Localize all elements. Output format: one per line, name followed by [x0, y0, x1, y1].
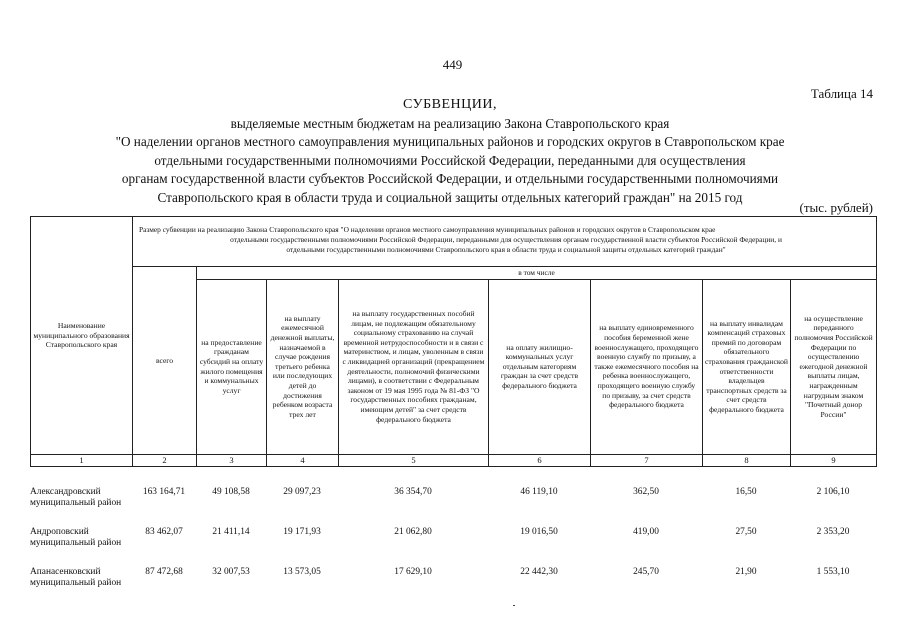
column-header-6: на оплату жилищно-коммунальных услуг отдельным категориям граждан за счет средств федерального бюджета	[489, 279, 591, 454]
cell-value: 1 553,10	[816, 567, 850, 577]
title-line: органам государственной власти субъектов Российской Федерации, и отдельными государственными полномочиями	[121, 171, 779, 186]
document-title	[50, 96, 850, 207]
title-line: отдельными государственными полномочиями Российской Федерации, переданными для осуществления	[154, 152, 746, 168]
cell-value: 2 353,20	[816, 527, 850, 537]
cell-value: 17 629,10	[394, 567, 432, 577]
subsidy-table-header	[30, 216, 877, 467]
district-name: Александровский муниципальный район	[30, 487, 122, 508]
column-number: 6	[489, 454, 591, 466]
cell-value: 2 106,10	[816, 487, 850, 497]
table-row	[30, 527, 876, 567]
cell-value: 13 573,05	[283, 567, 321, 577]
including-header: в том числе	[197, 267, 877, 280]
cell-value: 21 411,14	[212, 527, 250, 537]
subsidy-size-header	[133, 217, 877, 267]
column-header-8: на выплату инвалидам компенсаций страховых премий по договорам обязательного страхования гражданской ответственности владельцев транспортных средств за счет средств федерального бюджета	[703, 279, 791, 454]
table-row	[30, 487, 876, 527]
subsidy-size-header-line: отдельными государственными полномочиями Ставропольского края в области труда и социальной защиты отдельных категорий граждан"	[286, 245, 726, 254]
column-number: 4	[267, 454, 339, 466]
column-number: 3	[197, 454, 267, 466]
total-value: 163 164,71	[142, 487, 186, 497]
cell-value: 46 119,10	[520, 487, 558, 497]
column-header-5: на выплату государственных пособий лицам, не подлежащим обязательному социальному страхованию на случай временной нетрудоспособности и в связи с материнством, и лицам, уволенным в связи с ликвидацией организаций (прекращением деятельности, полномочий физическими лицами), в соответствии с Федеральным законом от 19 мая 1995 года № 81-ФЗ "О государственных пособиях гражданам, имеющим детей" за счет средств федерального бюджета	[339, 279, 489, 454]
column-header-9: на осуществление переданного полномочия Российской Федерации по осуществлению ежегодной денежной выплаты лицам, награжденным нагрудным знаком "Почетный донор России"	[791, 279, 877, 454]
subsidy-table-body	[30, 487, 876, 607]
units-label: (тыс. рублей)	[799, 200, 873, 215]
cell-value: 21 062,80	[394, 527, 432, 537]
subsidy-size-header-line: отдельными государственными полномочиями Российской Федерации, переданными для осуществления органам государственной власти субъектов Российской Федерации, и	[230, 235, 782, 244]
column-header-7: на выплату единовременного пособия беременной жене военнослужащего, проходящего военную службу по призыву, а также ежемесячного пособия на ребенка военнослужащего, проходящего военную службу по призыву, за счет средств федерального бюджета	[591, 279, 703, 454]
column-number: 5	[339, 454, 489, 466]
column-number: 7	[591, 454, 703, 466]
cell-value: 27,50	[735, 527, 757, 537]
cell-value: 419,00	[633, 527, 659, 537]
cell-value: 29 097,23	[283, 487, 321, 497]
table-row	[30, 567, 876, 607]
cell-value: 19 171,93	[283, 527, 321, 537]
column-number: 2	[133, 454, 197, 466]
title-line: "О наделении органов местного самоуправления муниципальных районов и городских округов в Ставропольском крае	[115, 134, 785, 149]
cell-value: 16,50	[735, 487, 757, 497]
table-label: Таблица 14	[810, 86, 873, 101]
column-number: 1	[31, 454, 133, 466]
title-line: Ставропольского края в области труда и социальной защиты отдельных категорий граждан" на 2015 год	[157, 189, 743, 205]
total-column-header: всего	[133, 267, 197, 455]
cell-value: 32 007,53	[212, 567, 250, 577]
cell-value: 19 016,50	[520, 527, 558, 537]
cell-value: 362,50	[633, 487, 659, 497]
cell-value: 49 108,58	[212, 487, 250, 497]
cell-value: 36 354,70	[394, 487, 432, 497]
subsidy-size-header-line: Размер субвенции на реализацию Закона Ставропольского края "О наделении органов местного самоуправления муниципальных районов и городских округов в Ставропольском крае	[139, 225, 716, 234]
column-number: 9	[791, 454, 877, 466]
scan-speck	[513, 605, 515, 606]
cell-value: 245,70	[633, 567, 659, 577]
title-line: выделяемые местным бюджетам на реализацию Закона Ставропольского края	[230, 115, 670, 131]
column-header-4: на выплату ежемесячной денежной выплаты, назначаемой в случае рождения третьего ребенка или последующих детей до достижения ребенком возраста трех лет	[267, 279, 339, 454]
title-heading: СУБВЕНЦИИ,	[403, 97, 497, 112]
district-name: Андроповский муниципальный район	[30, 527, 122, 548]
district-name: Апанасенковский муниципальный район	[30, 567, 122, 588]
column-header-3: на предоставление гражданам субсидий на оплату жилого помещения и коммунальных услуг	[197, 279, 267, 454]
page-number: 449	[442, 57, 463, 72]
name-column-header: Наименование муниципального образования Ставропольского края	[31, 217, 133, 455]
column-number: 8	[703, 454, 791, 466]
cell-value: 22 442,30	[520, 567, 558, 577]
total-value: 87 472,68	[145, 567, 183, 577]
cell-value: 21,90	[735, 567, 757, 577]
total-value: 83 462,07	[145, 527, 183, 537]
